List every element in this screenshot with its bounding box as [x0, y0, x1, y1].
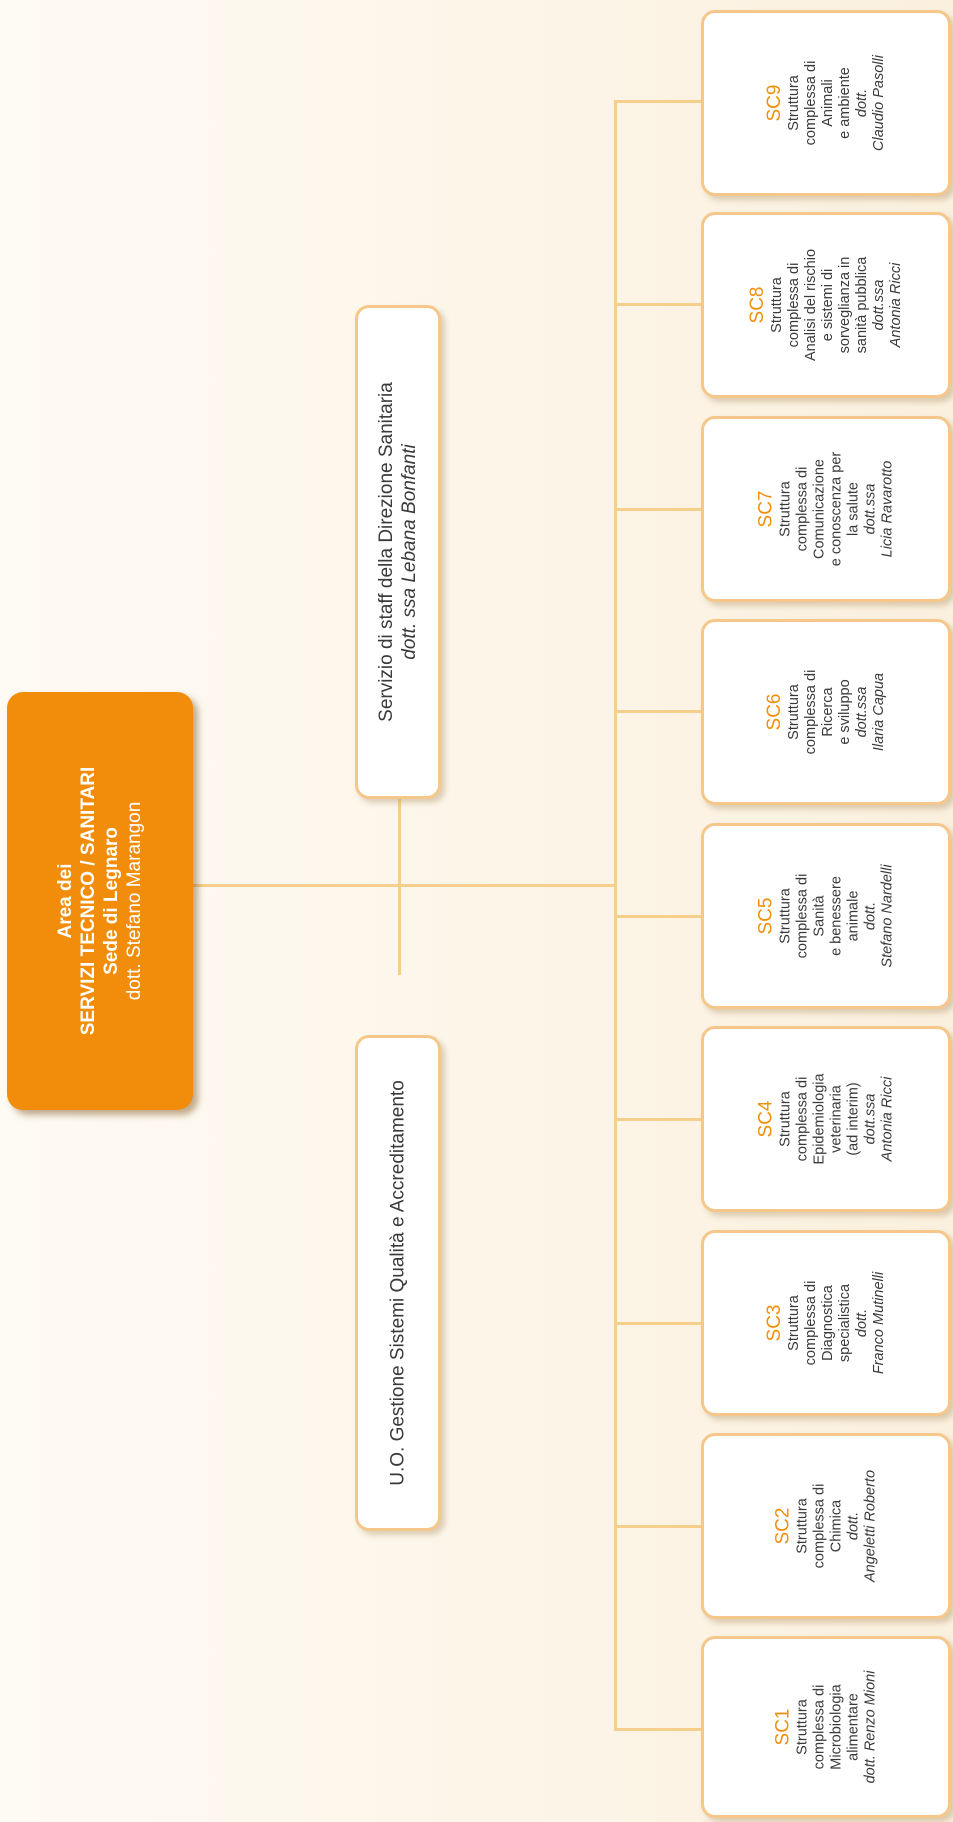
unit-text-line: e benessere	[828, 876, 845, 956]
unit-code: SC3	[764, 1304, 785, 1342]
unit-box-sc6	[701, 619, 951, 805]
unit-box-sc9	[701, 10, 951, 196]
unit-box-sc3	[701, 1230, 951, 1416]
unit-text-line: Struttura	[794, 1498, 811, 1554]
unit-text-line: la salute	[845, 482, 862, 537]
main-area-label: Area dei	[55, 863, 76, 939]
connector-unit-sc3	[614, 1322, 701, 1325]
unit-code: SC1	[772, 1708, 794, 1746]
unit-text-line: e ambiente	[837, 67, 853, 139]
connector-unit-sc6	[614, 710, 701, 713]
unit-text-line: Chimica	[828, 1499, 845, 1553]
unit-person: Franco Mutinelli	[871, 1271, 887, 1375]
unit-box-sc5	[701, 823, 951, 1009]
unit-person: Claudio Pasolli	[871, 55, 887, 151]
unit-text-line: complessa di	[794, 1076, 811, 1162]
unit-text-line: animale	[845, 890, 862, 942]
unit-text-line: Struttura	[786, 75, 802, 131]
unit-text-line: complessa di	[811, 1483, 828, 1569]
main-area-title: SERVIZI TECNICO / SANITARI	[78, 766, 99, 1036]
unit-text-line: complessa di	[794, 873, 811, 959]
unit-text-line: Analisi del rischio	[803, 248, 819, 362]
unit-text-line: Comunicazione	[811, 459, 828, 559]
unit-text-line: Struttura	[777, 481, 794, 537]
unit-person: dott.ssa	[862, 1093, 879, 1145]
unit-text-line: Animali	[820, 79, 836, 127]
unit-code: SC7	[755, 490, 777, 528]
unit-person: Licia Ravarotto	[879, 460, 896, 558]
unit-text-line: Struttura	[786, 684, 802, 740]
connector-unit-sc9	[614, 100, 701, 103]
staff-direzione-person: dott. ssa Lebana Bonfanti	[399, 444, 420, 660]
main-area-box	[7, 692, 193, 1110]
connector-unit-sc8	[614, 303, 701, 306]
main-area-location: Sede di Legnaro	[101, 827, 122, 975]
unit-person: Antonia Ricci	[879, 1076, 896, 1162]
connector-unit-sc2	[614, 1525, 701, 1528]
staff-qualita-box	[355, 1035, 441, 1531]
unit-box-sc2	[701, 1433, 951, 1619]
unit-text-line: e conoscenza per	[828, 451, 845, 567]
unit-text-line: sanità pubblica	[854, 256, 870, 354]
unit-text-line: Sanità	[811, 895, 828, 937]
unit-text-line: Struttura	[777, 1091, 794, 1147]
main-area-head: dott. Stefano Marangon	[124, 801, 145, 1001]
unit-person: dott.ssa	[854, 686, 870, 738]
unit-box-sc4	[701, 1026, 951, 1212]
unit-person: dott.	[854, 1308, 870, 1338]
unit-code: SC8	[747, 286, 768, 324]
unit-person: dott.	[845, 1511, 862, 1541]
unit-text-line: (ad interim)	[845, 1082, 862, 1156]
unit-box-sc7	[701, 416, 951, 602]
unit-text-line: Microbiologia	[828, 1684, 845, 1770]
unit-text-line: complessa di	[811, 1684, 828, 1770]
unit-person: Stefano Nardelli	[879, 864, 896, 968]
staff-direzione-title: Servizio di staff della Direzione Sanitaria	[376, 382, 397, 722]
unit-code: SC9	[764, 84, 785, 122]
unit-text-line: e sistemi di	[820, 268, 836, 342]
unit-code: SC6	[764, 693, 785, 731]
unit-text-line: Diagnostica	[820, 1285, 836, 1361]
unit-text-line: complessa di	[786, 262, 802, 348]
unit-text-line: alimentare	[845, 1693, 862, 1761]
unit-person: Angeletti Roberto	[862, 1469, 879, 1583]
connector-staff-vertical	[398, 785, 401, 975]
unit-code: SC5	[755, 897, 777, 935]
unit-text-line: Epidemiologia	[811, 1073, 828, 1165]
unit-box-sc1	[701, 1636, 951, 1818]
unit-text-line: Struttura	[777, 888, 794, 944]
connector-unit-sc1	[614, 1728, 701, 1731]
unit-text-line: complessa di	[803, 60, 819, 146]
main-area-text	[54, 767, 146, 1036]
unit-person: dott.	[854, 88, 870, 118]
connector-main-trunk	[193, 884, 616, 887]
unit-person: dott.ssa	[871, 279, 887, 331]
staff-direzione-sanitaria-box	[355, 305, 441, 799]
unit-text-line: specialistica	[837, 1283, 853, 1363]
unit-person: dott.	[862, 901, 879, 931]
unit-text-line: Struttura	[786, 1295, 802, 1351]
unit-code: SC2	[772, 1507, 794, 1545]
unit-person: dott. Renzo Mioni	[862, 1670, 879, 1784]
connector-unit-sc5	[614, 915, 701, 918]
unit-person: dott.ssa	[862, 483, 879, 535]
unit-person: Ilaria Capua	[871, 672, 887, 752]
unit-text-line: e sviluppo	[837, 679, 853, 745]
connector-unit-sc4	[614, 1118, 701, 1121]
unit-box-sc8	[701, 212, 951, 398]
unit-person: Antonia Ricci	[888, 262, 904, 348]
unit-text-line: Struttura	[769, 277, 785, 333]
unit-text-line: Ricerca	[820, 687, 836, 737]
unit-code: SC4	[755, 1100, 777, 1138]
unit-text-line: Struttura	[794, 1699, 811, 1755]
unit-text-line: complessa di	[794, 466, 811, 552]
staff-qualita-title: U.O. Gestione Sistemi Qualità e Accreditamento	[387, 1080, 409, 1486]
unit-text-line: veterinaria	[828, 1085, 845, 1153]
connector-unit-sc7	[614, 508, 701, 511]
unit-text-line: complessa di	[803, 1280, 819, 1366]
unit-text-line: sorveglianza in	[837, 256, 853, 354]
unit-text-line: complessa di	[803, 669, 819, 755]
